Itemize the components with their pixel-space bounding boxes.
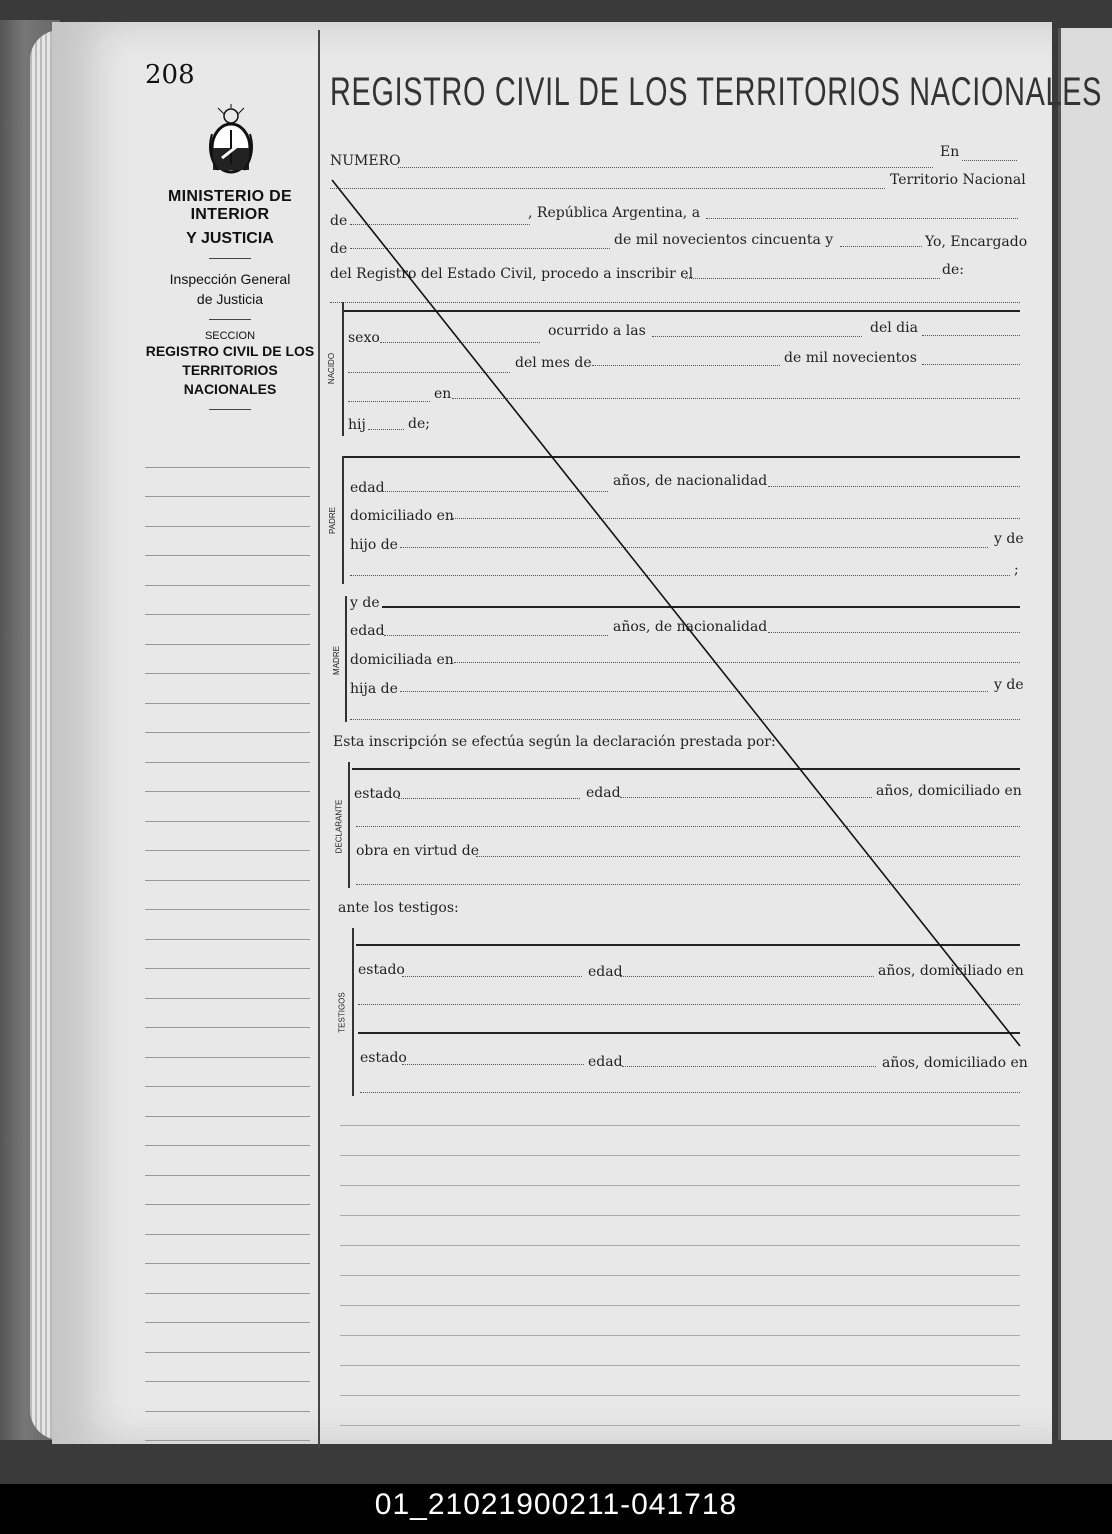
inspection-line2: de Justicia <box>196 291 264 307</box>
padre-domiciliado-label: domiciliado en <box>350 508 454 524</box>
padre-side-label: PADRE <box>327 507 337 534</box>
de-label-2: de <box>330 241 348 257</box>
testigo2-domicilio-label: años, domiciliado en <box>882 1055 1028 1071</box>
section-line1: REGISTRO CIVIL DE LOS <box>145 343 315 359</box>
del-dia-label: del dia <box>870 320 918 336</box>
madre-edad-label: edad <box>350 623 385 639</box>
ante-testigos-text: ante los testigos: <box>338 900 459 916</box>
yo-label: Yo, Encargado <box>925 234 1028 250</box>
ministry-line1: MINISTERIO DE INTERIOR <box>168 188 292 223</box>
testigo1-domicilio-label: años, domiciliado en <box>878 963 1024 979</box>
ministry-line2: Y JUSTICIA <box>186 230 274 247</box>
de-mil-nov-label: de mil novecientos <box>784 350 917 366</box>
inscripcion-text: Esta inscripción se efectúa según la declaración prestada por: <box>333 734 776 750</box>
nacido-side-label: NACIDO <box>327 352 337 385</box>
declarante-obra-label: obra en virtud de <box>356 843 480 859</box>
madre-nacionalidad-label: años, de nacionalidad <box>613 619 768 635</box>
hij-label: hij <box>348 417 366 433</box>
padre-semicolon: ; <box>1014 562 1019 578</box>
image-id-footer: 01_21021900211-041718 <box>0 1484 1112 1534</box>
ocurrido-label: ocurrido a las <box>548 323 646 339</box>
testigos-side-label: TESTIGOS <box>337 992 347 1033</box>
madre-domiciliada-label: domiciliada en <box>350 652 454 668</box>
section-line2: TERRITORIOS NACIONALES <box>182 362 278 397</box>
inspection-line1: Inspección General <box>169 271 291 287</box>
sexo-label: sexo <box>348 330 380 346</box>
republica-label: , República Argentina, a <box>528 205 701 221</box>
padre-hijo-de-label: hijo de <box>350 537 398 553</box>
territorio-label: Territorio Nacional <box>890 172 1026 188</box>
madre-hija-de-label: hija de <box>350 681 398 697</box>
del-mes-label: del mes de <box>515 355 592 371</box>
testigo2-edad-label: edad <box>588 1054 623 1070</box>
section-label: SECCION <box>204 330 256 342</box>
page-number: 208 <box>145 60 195 90</box>
madre-y-de-top: y de <box>350 595 380 611</box>
padre-y-de-label: y de <box>994 531 1024 547</box>
madre-side-label: MADRE <box>331 646 341 675</box>
testigo1-estado-label: estado <box>358 962 405 978</box>
madre-y-de-label: y de <box>994 677 1024 693</box>
declarante-side-label: DECLARANTE <box>334 799 344 854</box>
declarante-edad-label: edad <box>586 785 621 801</box>
padre-edad-label: edad <box>350 480 385 496</box>
declarante-domicilio-label: años, domiciliado en <box>876 783 1022 799</box>
numero-label: NUMERO <box>330 153 401 169</box>
de-semicolon-label: de; <box>408 416 430 432</box>
en-label: En <box>940 144 960 160</box>
declarante-estado-label: estado <box>354 786 401 802</box>
de-mil-label: de mil novecientos cincuenta y <box>614 232 834 248</box>
testigo1-edad-label: edad <box>588 964 623 980</box>
de-colon-label: de: <box>942 262 964 278</box>
de-label-1: de <box>330 213 348 229</box>
registro-label: del Registro del Estado Civil, procedo a inscribir el <box>330 266 694 282</box>
en-label-nacido: en <box>434 386 452 402</box>
page-title: REGISTRO CIVIL DE LOS TERRITORIOS NACIONALES <box>330 70 1103 114</box>
padre-nacionalidad-label: años, de nacionalidad <box>613 473 768 489</box>
testigo2-estado-label: estado <box>360 1050 407 1066</box>
